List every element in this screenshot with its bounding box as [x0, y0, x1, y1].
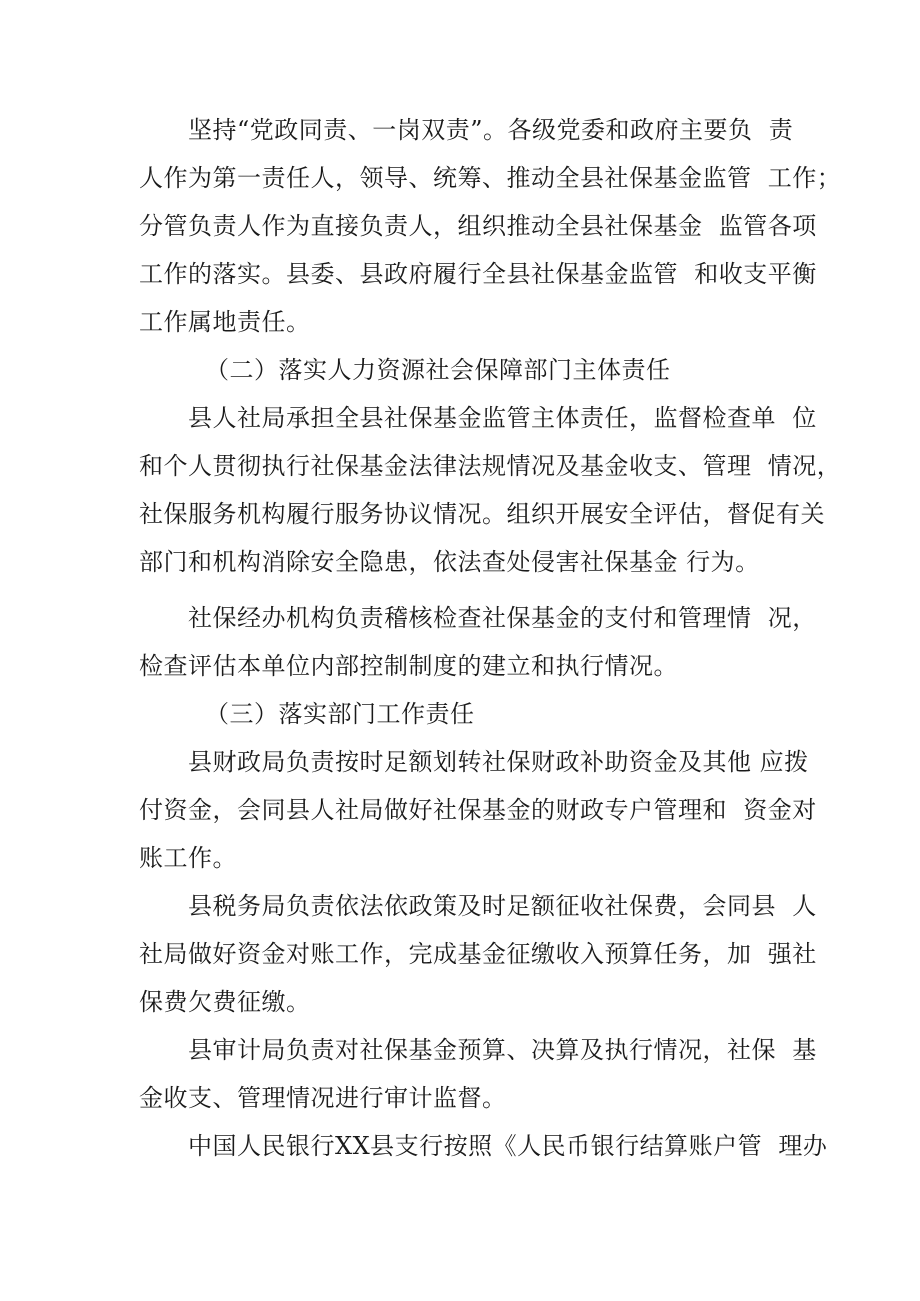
paragraph-line: 县财政局负责按时足额划转社保财政补助资金及其他 应拨 [188, 748, 809, 776]
paragraph-line: 检查评估本单位内部控制制度的建立和执行情况。 [139, 652, 678, 680]
paragraph-line: 中国人民银行XX县支行按照《人民币银行结算账户管 理办 [188, 1132, 828, 1160]
paragraph-line: 部门和机构消除安全隐患，依法查处侵害社保基金 行为。 [139, 548, 760, 576]
paragraph-line: 和个人贯彻执行社保基金法律法规情况及基金收支、管理 情况， [139, 452, 842, 480]
paragraph-line: 县审计局负责对社保基金预算、决算及执行情况，社保 基 [188, 1036, 817, 1064]
paragraph-line: 账工作。 [139, 844, 237, 872]
paragraph-line: 人作为第一责任人，领导、统筹、推动全县社保基金监管 工作； [139, 164, 842, 192]
paragraph-line: 县人社局承担全县社保基金监管主体责任，监督检查单 位 [188, 404, 817, 432]
section-heading: （三）落实部门工作责任 [205, 700, 475, 728]
paragraph-line: 工作的落实。县委、县政府履行全县社保基金监管 和收支平衡 [139, 260, 817, 288]
paragraph-line: 工作属地责任。 [139, 308, 311, 336]
paragraph-line: 金收支、管理情况进行审计监督。 [139, 1084, 507, 1112]
paragraph-line: 付资金，会同县人社局做好社保基金的财政专户管理和 资金对 [139, 796, 817, 824]
section-heading: （二）落实人力资源社会保障部门主体责任 [205, 356, 671, 384]
paragraph-line: 保费欠费征缴。 [139, 988, 311, 1016]
paragraph-line: 坚持“党政同责、一岗双责”。各级党委和政府主要负 责 [188, 116, 794, 144]
paragraph-line: 分管负责人作为直接负责人，组织推动全县社保基金 监管各项 [139, 212, 817, 240]
paragraph-line: 社局做好资金对账工作，完成基金征缴收入预算任务，加 强社 [139, 940, 817, 968]
paragraph-line: 县税务局负责依法依政策及时足额征收社保费，会同县 人 [188, 892, 817, 920]
paragraph-line: 社保经办机构负责稽核检查社保基金的支付和管理情 况， [188, 604, 817, 632]
paragraph-line: 社保服务机构履行服务协议情况。组织开展安全评估，督促有关 [139, 500, 825, 528]
